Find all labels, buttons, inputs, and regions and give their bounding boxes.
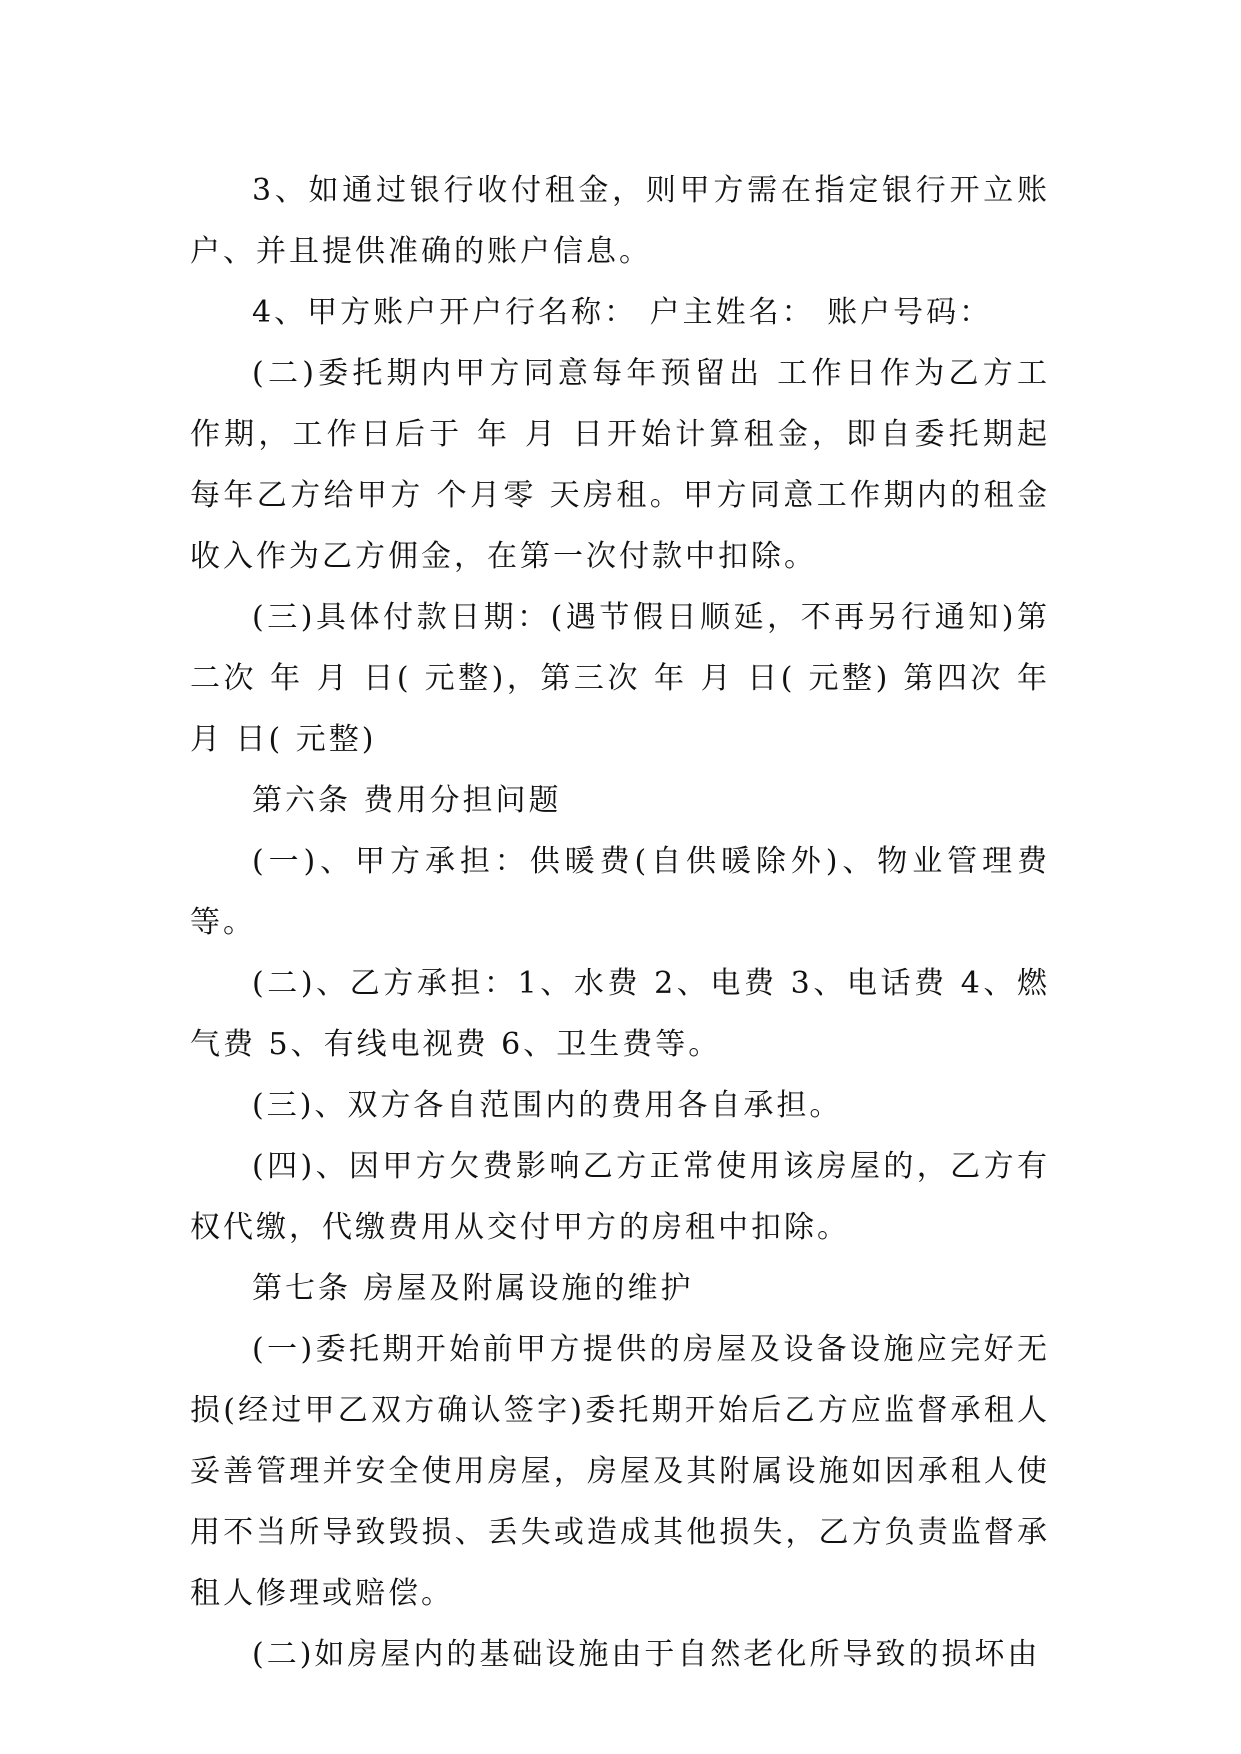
paragraph-bank-payment: 3、如通过银行收付租金，则甲方需在指定银行开立账户、并且提供准确的账户信息。 — [190, 173, 1050, 269]
paragraph-party-b-costs: (二)、乙方承担：1、水费 2、电费 3、电话费 4、燃气费 5、有线电视费 6、卫生费等。 — [190, 966, 1050, 1062]
paragraph-facility-condition: (一)委托期开始前甲方提供的房屋及设备设施应完好无损(经过甲乙双方确认签字)委托期开始后乙方应监督承租人妥善管理并安全使用房屋，房屋及其附属设施如因承租人使用不当所导致毁损、丢失或造成其他损失，乙方负责监督承租人修理或赔偿。 — [190, 1332, 1050, 1611]
paragraph-arrears: (四)、因甲方欠费影响乙方正常使用该房屋的，乙方有权代缴，代缴费用从交付甲方的房租中扣除。 — [190, 1149, 1050, 1245]
document-body — [190, 160, 1050, 1685]
paragraph-own-costs: (三)、双方各自范围内的费用各自承担。 — [252, 1088, 843, 1123]
paragraph-payment-dates: (三)具体付款日期：(遇节假日顺延，不再另行通知)第二次 年 月 日( 元整)，第三次 年 月 日( 元整) 第四次 年 月 日( 元整) — [190, 600, 1050, 757]
article-seven-heading: 第七条 房屋及附属设施的维护 — [252, 1271, 694, 1306]
paragraph-account-info: 4、甲方账户开户行名称： 户主姓名： 账户号码： — [252, 295, 993, 330]
paragraph-work-period: (二)委托期内甲方同意每年预留出 工作日作为乙方工作期，工作日后于 年 月 日开始计算租金，即自委托期起每年乙方给甲方 个月零 天房租。甲方同意工作期内的租金收入作为乙方佣金，在第一次付款中扣除。 — [190, 356, 1050, 574]
article-six-heading: 第六条 费用分担问题 — [252, 783, 562, 818]
paragraph-party-a-costs: (一)、甲方承担：供暖费(自供暖除外)、物业管理费等。 — [190, 844, 1050, 940]
paragraph-natural-aging: (二)如房屋内的基础设施由于自然老化所导致的损坏由 — [252, 1637, 1041, 1672]
